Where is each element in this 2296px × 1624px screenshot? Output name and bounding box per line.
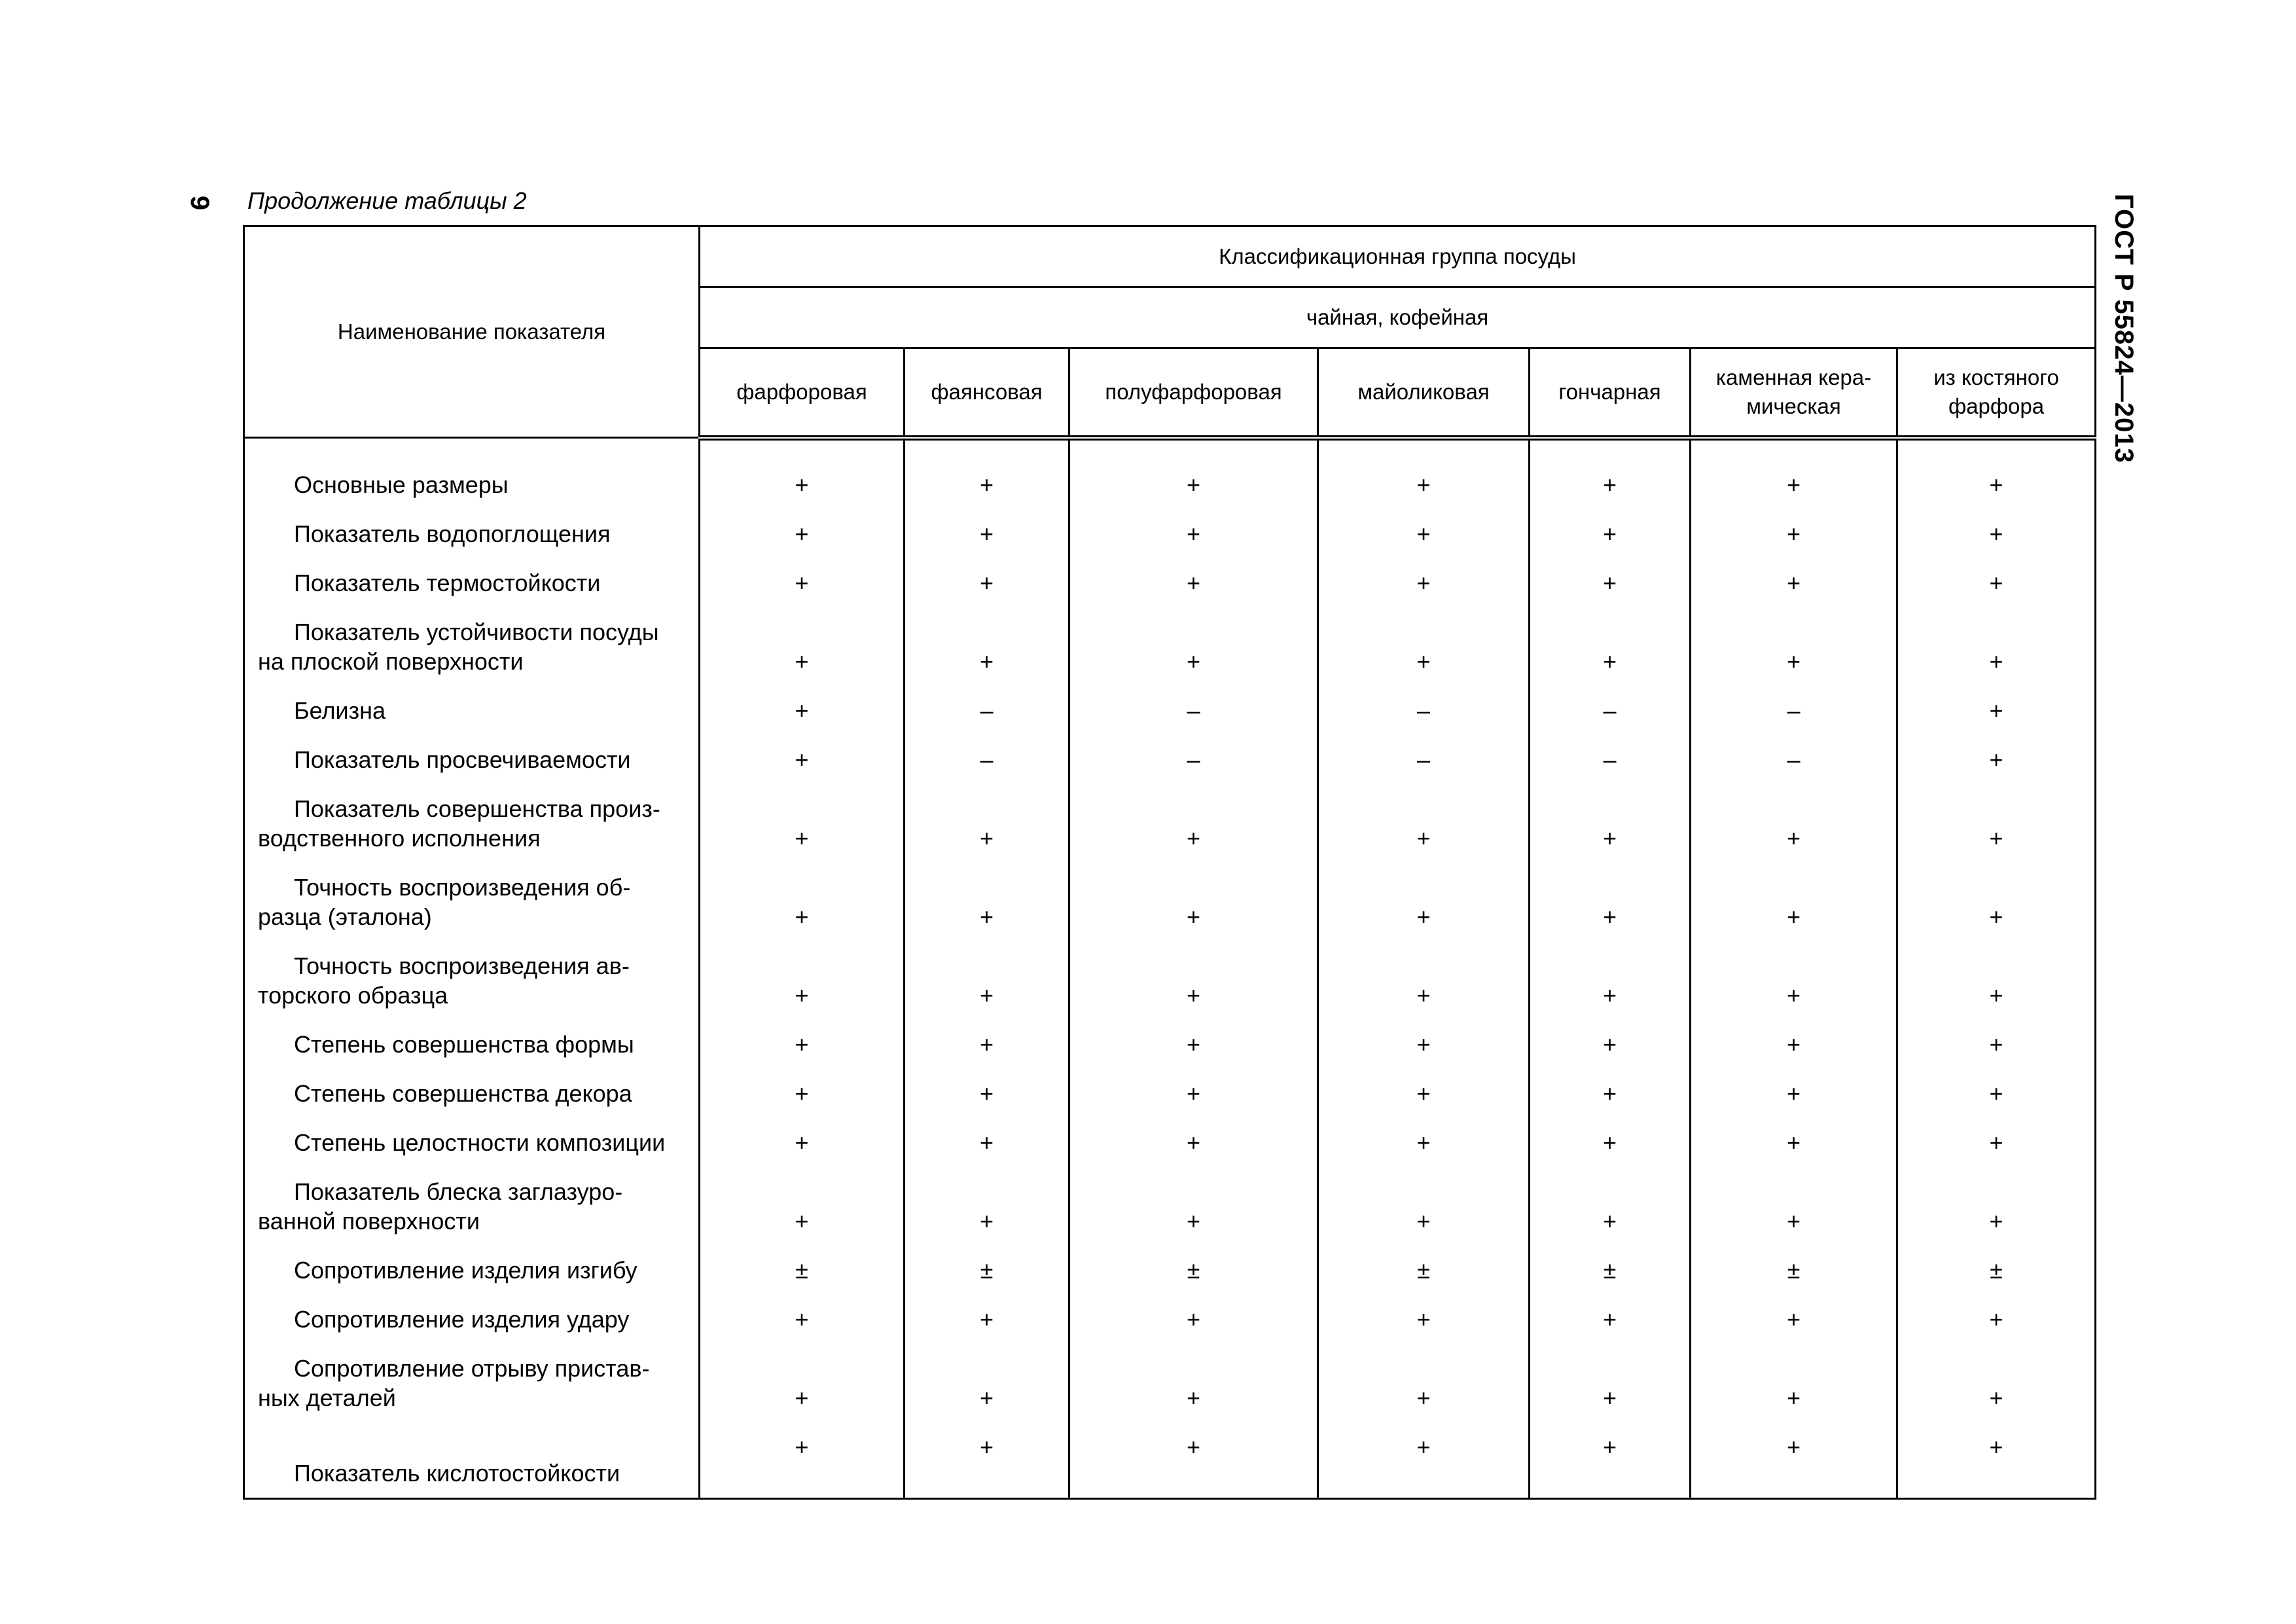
indicator-value-cell: +	[1318, 1118, 1530, 1167]
indicator-value-cell: +	[1318, 1167, 1530, 1246]
indicator-value-cell: +	[1897, 686, 2096, 735]
indicator-value-cell: +	[700, 1344, 905, 1422]
indicator-value-cell: +	[1069, 607, 1318, 686]
indicator-name: Показатель блеска заглазуро-ванной поверхности	[258, 1178, 623, 1235]
indicator-name: Показатель термостойкости	[294, 569, 601, 596]
indicator-value-cell: +	[1691, 558, 1897, 607]
indicator-value-cell: +	[905, 1422, 1069, 1499]
indicator-value-cell: –	[1691, 735, 1897, 784]
indicator-value-cell: –	[1530, 686, 1691, 735]
indicator-value-cell: +	[1069, 1167, 1318, 1246]
indicator-name: Сопротивление отрыву пристав-ных деталей	[258, 1354, 650, 1411]
table-row	[244, 686, 2096, 735]
indicator-value-cell: ±	[1318, 1246, 1530, 1295]
indicator-name: Белизна	[294, 696, 386, 724]
indicator-value-cell: +	[700, 509, 905, 558]
indicator-value-cell: +	[1069, 941, 1318, 1020]
indicator-value-cell: +	[1069, 784, 1318, 863]
indicator-name-cell	[244, 1344, 700, 1422]
indicator-value-cell: +	[1530, 1167, 1691, 1246]
indicator-value-cell: +	[1691, 438, 1897, 509]
indicator-value-cell: +	[700, 735, 905, 784]
table-row	[244, 1118, 2096, 1167]
indicator-name: Степень совершенства формы	[294, 1030, 634, 1058]
indicator-value-cell: +	[1897, 1167, 2096, 1246]
indicator-value-cell: +	[700, 1167, 905, 1246]
indicator-value-cell: +	[1691, 941, 1897, 1020]
indicator-value-cell: +	[905, 558, 1069, 607]
indicator-name: Показатель водопоглощения	[294, 520, 611, 547]
table-row	[244, 509, 2096, 558]
indicator-name-cell	[244, 1422, 700, 1499]
table-body	[244, 438, 2096, 1499]
indicator-value-cell: +	[1530, 1118, 1691, 1167]
indicator-value-cell: –	[1069, 735, 1318, 784]
indicator-value-cell: ±	[1897, 1246, 2096, 1295]
indicator-value-cell: +	[905, 1295, 1069, 1344]
indicator-value-cell: +	[1318, 1295, 1530, 1344]
table-row	[244, 784, 2096, 863]
indicator-value-cell: +	[1318, 509, 1530, 558]
indicator-name-cell	[244, 686, 700, 735]
column-header: каменная кера-мическая	[1691, 348, 1897, 438]
table-row	[244, 1246, 2096, 1295]
indicator-value-cell: +	[1691, 1295, 1897, 1344]
indicator-name-cell	[244, 438, 700, 509]
indicator-value-cell: –	[1318, 686, 1530, 735]
column-header: фарфоровая	[700, 348, 905, 438]
indicator-value-cell: +	[1069, 509, 1318, 558]
indicator-name: Сопротивление изделия изгибу	[294, 1256, 637, 1284]
indicator-value-cell: ±	[905, 1246, 1069, 1295]
indicator-value-cell: –	[905, 735, 1069, 784]
column-header: гончарная	[1530, 348, 1691, 438]
indicator-value-cell: +	[1530, 1422, 1691, 1499]
indicator-value-cell: +	[1530, 863, 1691, 941]
indicator-name-cell	[244, 735, 700, 784]
document-code: ГОСТ Р 55824—2013	[2109, 194, 2138, 463]
page-number: 9	[185, 195, 214, 211]
indicator-value-cell: +	[905, 1020, 1069, 1069]
indicator-value-cell: +	[1530, 941, 1691, 1020]
indicator-value-cell: +	[1691, 1422, 1897, 1499]
indicator-value-cell: +	[1530, 1295, 1691, 1344]
indicator-value-cell: +	[700, 863, 905, 941]
table-continuation-caption: Продолжение таблицы 2	[247, 187, 527, 214]
subgroup-header: чайная, кофейная	[700, 287, 2096, 348]
table-row	[244, 1020, 2096, 1069]
table-row	[244, 1069, 2096, 1118]
indicator-name-cell	[244, 784, 700, 863]
indicator-value-cell: +	[1897, 1422, 2096, 1499]
group-header: Классификационная группа посуды	[700, 226, 2096, 287]
indicator-value-cell: +	[1530, 1069, 1691, 1118]
indicator-value-cell: –	[1691, 686, 1897, 735]
indicator-value-cell: +	[1069, 1118, 1318, 1167]
indicator-value-cell: +	[905, 1344, 1069, 1422]
indicator-value-cell: –	[1318, 735, 1530, 784]
indicator-name-cell	[244, 558, 700, 607]
indicator-name: Основные размеры	[294, 471, 509, 498]
indicator-value-cell: +	[905, 1118, 1069, 1167]
indicator-value-cell: +	[1897, 735, 2096, 784]
indicator-value-cell: –	[1069, 686, 1318, 735]
indicator-value-cell: +	[1691, 1020, 1897, 1069]
indicator-value-cell: +	[1318, 1069, 1530, 1118]
indicator-value-cell: +	[1691, 863, 1897, 941]
indicator-value-cell: +	[700, 1069, 905, 1118]
table-row	[244, 1167, 2096, 1246]
indicator-value-cell: +	[1691, 607, 1897, 686]
indicator-name: Показатель устойчивости посуды на плоской поверхности	[258, 618, 659, 675]
column-header: фаянсовая	[905, 348, 1069, 438]
indicator-value-cell: +	[1897, 1020, 2096, 1069]
indicator-value-cell: +	[1318, 607, 1530, 686]
indicator-value-cell: +	[1897, 1344, 2096, 1422]
indicator-value-cell: +	[1069, 1422, 1318, 1499]
indicator-name: Показатель кислотостойкости	[294, 1459, 620, 1487]
indicator-value-cell: +	[700, 438, 905, 509]
indicator-value-cell: ±	[1530, 1246, 1691, 1295]
indicator-value-cell: +	[1691, 1167, 1897, 1246]
table-row	[244, 438, 2096, 509]
table-row	[244, 1344, 2096, 1422]
indicator-name-cell	[244, 607, 700, 686]
indicator-value-cell: +	[1897, 1118, 2096, 1167]
indicator-name-cell	[244, 941, 700, 1020]
indicator-value-cell: +	[1691, 1069, 1897, 1118]
indicator-value-cell: +	[700, 1422, 905, 1499]
indicator-value-cell: +	[700, 784, 905, 863]
indicator-value-cell: +	[700, 1295, 905, 1344]
indicator-value-cell: +	[700, 941, 905, 1020]
column-header: полуфарфоровая	[1069, 348, 1318, 438]
indicator-name-cell	[244, 509, 700, 558]
indicator-value-cell: +	[1069, 1069, 1318, 1118]
indicator-value-cell: +	[1897, 1295, 2096, 1344]
indicator-value-cell: –	[905, 686, 1069, 735]
indicator-value-cell: +	[1318, 1422, 1530, 1499]
indicator-value-cell: +	[1069, 1344, 1318, 1422]
indicator-value-cell: +	[700, 558, 905, 607]
indicator-value-cell: +	[1691, 784, 1897, 863]
indicator-name-cell	[244, 1069, 700, 1118]
indicator-value-cell: +	[1530, 509, 1691, 558]
indicator-value-cell: +	[1530, 558, 1691, 607]
indicator-value-cell: +	[1069, 1020, 1318, 1069]
indicator-name: Показатель просвечиваемости	[294, 746, 631, 773]
table-row	[244, 735, 2096, 784]
table-row	[244, 863, 2096, 941]
indicator-name: Степень целостности композиции	[294, 1128, 666, 1156]
indicator-value-cell: +	[700, 686, 905, 735]
indicator-value-cell: +	[1897, 784, 2096, 863]
indicator-value-cell: +	[1897, 558, 2096, 607]
indicator-value-cell: +	[1897, 438, 2096, 509]
name-column-header: Наименование показателя	[244, 226, 700, 438]
indicator-value-cell: +	[1318, 558, 1530, 607]
indicator-value-cell: +	[1897, 607, 2096, 686]
indicator-value-cell: +	[1069, 558, 1318, 607]
column-header: майоликовая	[1318, 348, 1530, 438]
table-row	[244, 607, 2096, 686]
indicator-value-cell: +	[1318, 1020, 1530, 1069]
indicator-value-cell: +	[1897, 863, 2096, 941]
indicator-name: Степень совершенства декора	[294, 1079, 632, 1107]
indicator-value-cell: +	[1318, 863, 1530, 941]
indicator-value-cell: +	[1069, 863, 1318, 941]
table-row	[244, 941, 2096, 1020]
indicator-value-cell: +	[1530, 438, 1691, 509]
indicator-value-cell: +	[1318, 784, 1530, 863]
indicator-value-cell: +	[905, 438, 1069, 509]
indicator-value-cell: +	[700, 607, 905, 686]
indicator-value-cell: +	[905, 509, 1069, 558]
indicator-value-cell: –	[1530, 735, 1691, 784]
indicator-value-cell: +	[700, 1118, 905, 1167]
indicator-name-cell	[244, 863, 700, 941]
indicator-name-cell	[244, 1295, 700, 1344]
indicator-value-cell: +	[1530, 784, 1691, 863]
indicator-name: Точность воспроизведения об-разца (эталона)	[258, 873, 631, 930]
indicator-value-cell: +	[1069, 438, 1318, 509]
table-row	[244, 1422, 2096, 1499]
indicator-name-cell	[244, 1246, 700, 1295]
indicator-value-cell: +	[905, 863, 1069, 941]
indicator-value-cell: +	[1897, 941, 2096, 1020]
indicator-name-cell	[244, 1020, 700, 1069]
indicator-value-cell: +	[1318, 1344, 1530, 1422]
table-row	[244, 558, 2096, 607]
indicator-value-cell: +	[1530, 1020, 1691, 1069]
indicator-value-cell: +	[1069, 1295, 1318, 1344]
indicator-value-cell: +	[1318, 941, 1530, 1020]
indicator-value-cell: +	[1897, 509, 2096, 558]
indicator-name-cell	[244, 1118, 700, 1167]
indicator-name-cell	[244, 1167, 700, 1246]
indicator-value-cell: +	[1691, 1118, 1897, 1167]
indicator-value-cell: +	[905, 1167, 1069, 1246]
column-header: из костяного фарфора	[1897, 348, 2096, 438]
indicator-value-cell: ±	[1069, 1246, 1318, 1295]
indicator-value-cell: +	[1318, 438, 1530, 509]
table-row	[244, 1295, 2096, 1344]
indicator-name: Сопротивление изделия удару	[294, 1305, 630, 1333]
indicator-value-cell: +	[1691, 509, 1897, 558]
indicator-value-cell: +	[905, 941, 1069, 1020]
indicator-value-cell: +	[1897, 1069, 2096, 1118]
indicator-value-cell: +	[700, 1020, 905, 1069]
indicators-table	[243, 225, 2096, 1500]
indicator-value-cell: +	[1530, 1344, 1691, 1422]
indicator-value-cell: +	[1691, 1344, 1897, 1422]
indicator-value-cell: +	[1530, 607, 1691, 686]
indicator-name: Точность воспроизведения ав-торского образца	[258, 952, 630, 1009]
indicator-value-cell: +	[905, 1069, 1069, 1118]
indicator-value-cell: ±	[1691, 1246, 1897, 1295]
indicator-value-cell: ±	[700, 1246, 905, 1295]
indicator-name: Показатель совершенства произ-водственного исполнения	[258, 795, 660, 852]
indicator-value-cell: +	[905, 607, 1069, 686]
indicator-value-cell: +	[905, 784, 1069, 863]
